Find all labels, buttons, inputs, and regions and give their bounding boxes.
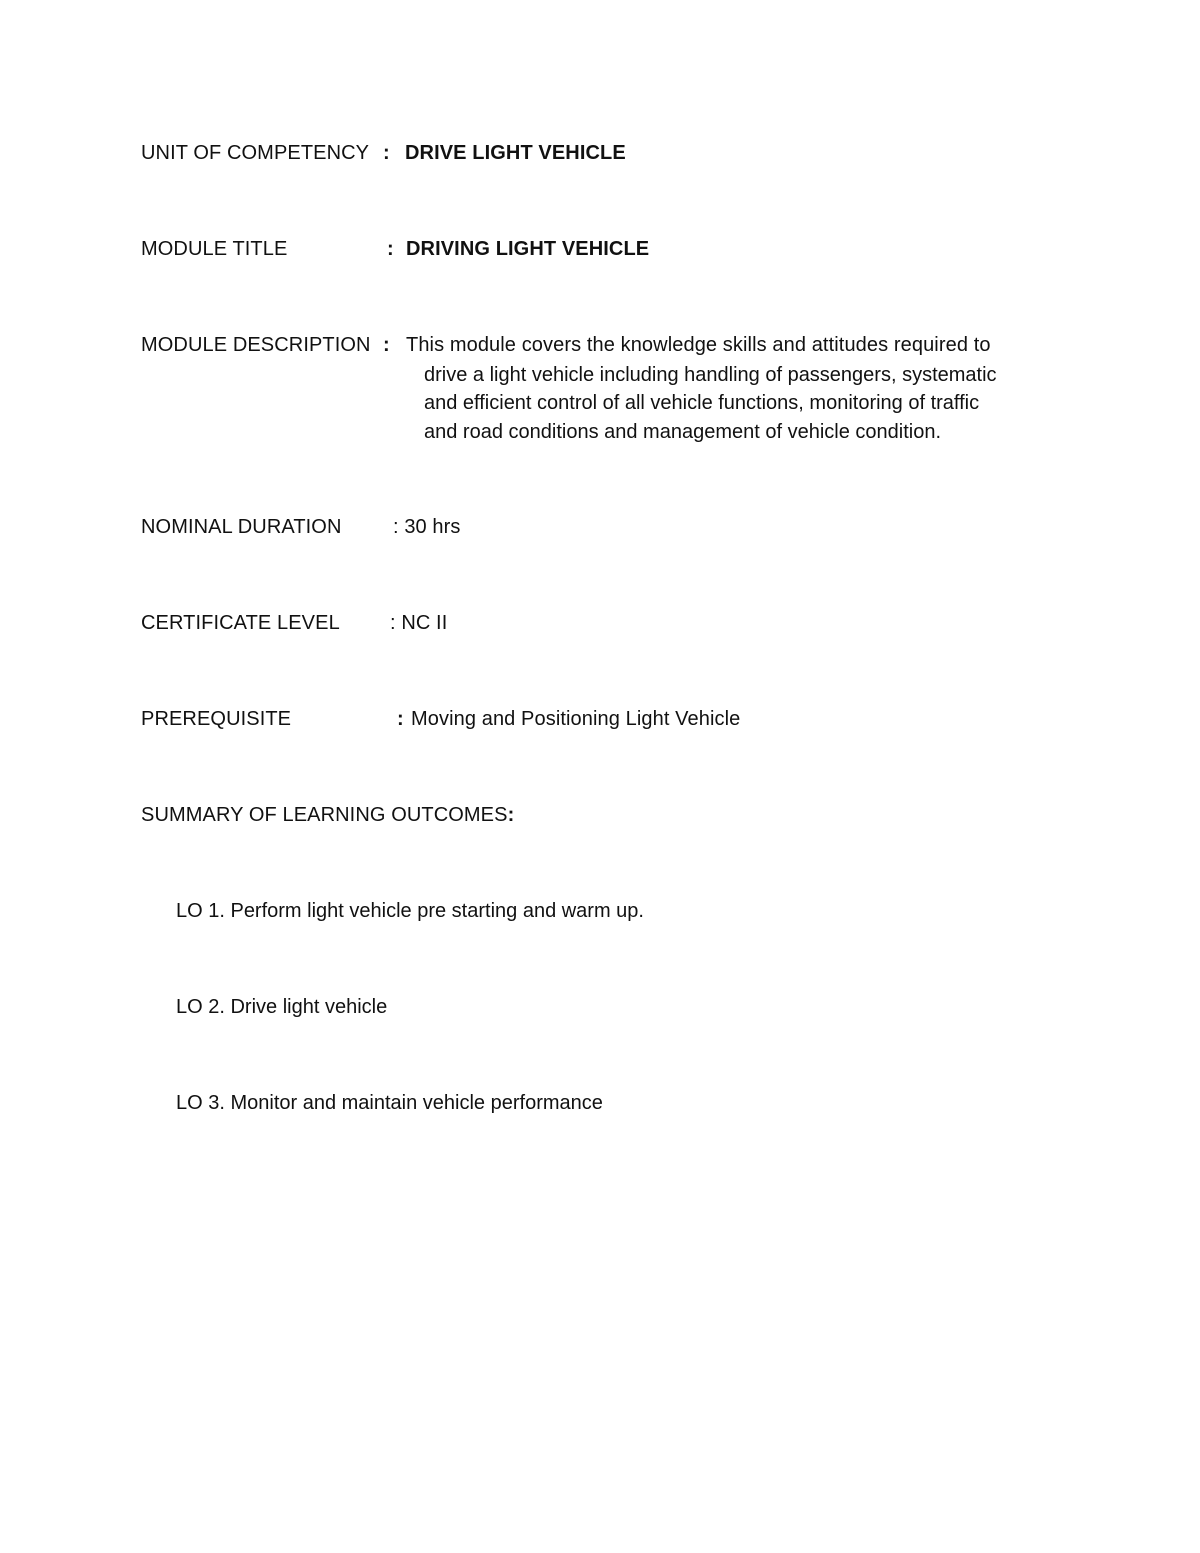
learning-outcome-2: LO 2. Drive light vehicle: [176, 996, 388, 1018]
summary-label-text: SUMMARY OF LEARNING OUTCOMES: [141, 804, 508, 826]
nominal-duration-label: NOMINAL DURATION: [141, 516, 342, 538]
learning-outcome-3: LO 3. Monitor and maintain vehicle performance: [176, 1092, 603, 1114]
module-description-line-4: and road conditions and management of vehicle condition.: [424, 421, 942, 443]
module-title-colon: :: [387, 238, 394, 260]
module-description-line-1: This module covers the knowledge skills and attitudes required to: [406, 334, 991, 356]
nominal-duration-value: : 30 hrs: [393, 516, 461, 538]
certificate-level-value: : NC II: [390, 612, 448, 634]
module-description-line-2: drive a light vehicle including handling of passengers, systematic: [424, 364, 997, 386]
prerequisite-colon: :: [397, 708, 404, 730]
prerequisite-value: Moving and Positioning Light Vehicle: [411, 708, 741, 730]
certificate-level-label: CERTIFICATE LEVEL: [141, 612, 340, 634]
module-description-line-3: and efficient control of all vehicle functions, monitoring of traffic: [424, 392, 980, 414]
module-title-label: MODULE TITLE: [141, 238, 288, 260]
module-description-label: MODULE DESCRIPTION: [141, 334, 371, 356]
unit-of-competency-value: DRIVE LIGHT VEHICLE: [405, 142, 626, 164]
module-description-colon: :: [383, 334, 390, 356]
unit-of-competency-colon: :: [383, 142, 390, 164]
module-title-value: DRIVING LIGHT VEHICLE: [406, 238, 650, 260]
learning-outcome-1: LO 1. Perform light vehicle pre starting and warm up.: [176, 900, 644, 922]
summary-colon: :: [507, 804, 515, 826]
summary-label: [141, 801, 514, 829]
unit-of-competency-label: UNIT OF COMPETENCY: [141, 142, 370, 164]
prerequisite-label: PREREQUISITE: [141, 708, 292, 730]
